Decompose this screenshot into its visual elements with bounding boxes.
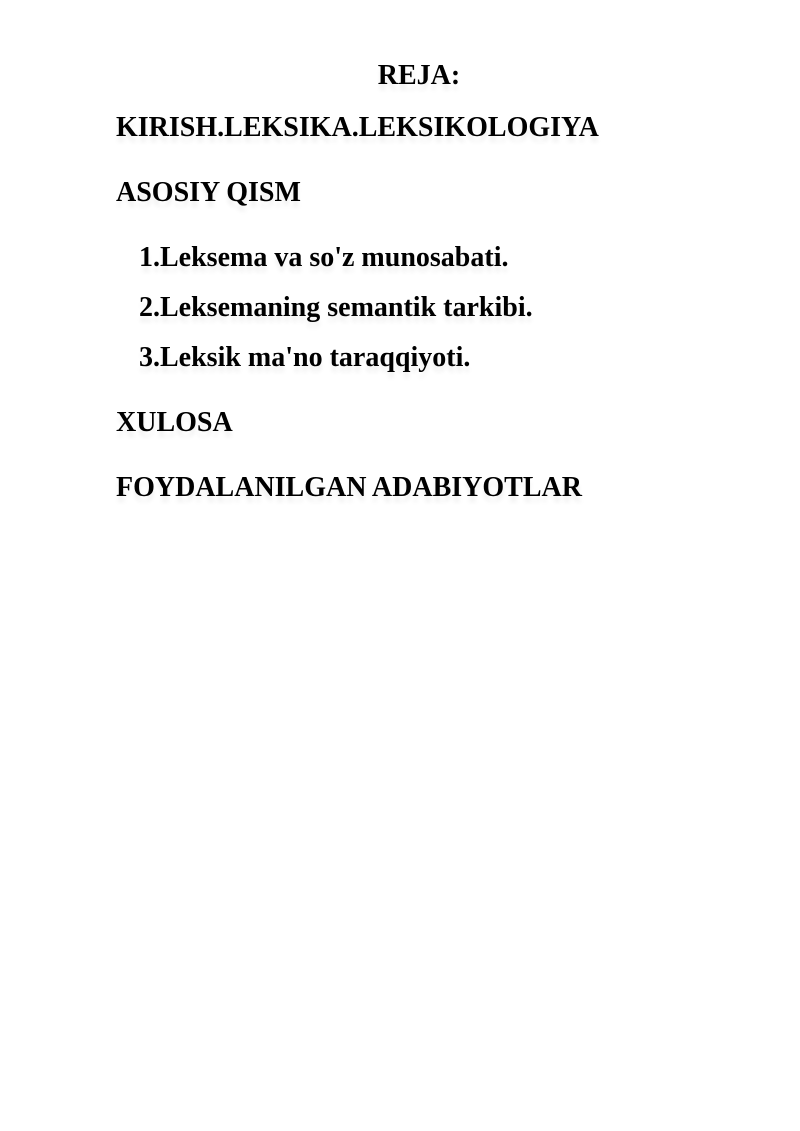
main-part-heading: ASOSIY QISM bbox=[116, 177, 301, 208]
conclusion-heading: XULOSA bbox=[116, 407, 233, 438]
intro-heading: KIRISH.LEKSIKA.LEKSIKOLOGIYA bbox=[116, 112, 599, 143]
list-item: 1.Leksema va so'z munosabati. bbox=[139, 242, 509, 273]
list-item: 2.Leksemaning semantik tarkibi. bbox=[139, 292, 533, 323]
page-title: REJA: bbox=[377, 60, 461, 91]
references-heading: FOYDALANILGAN ADABIYOTLAR bbox=[116, 472, 582, 503]
list-item: 3.Leksik ma'no taraqqiyoti. bbox=[139, 342, 471, 373]
